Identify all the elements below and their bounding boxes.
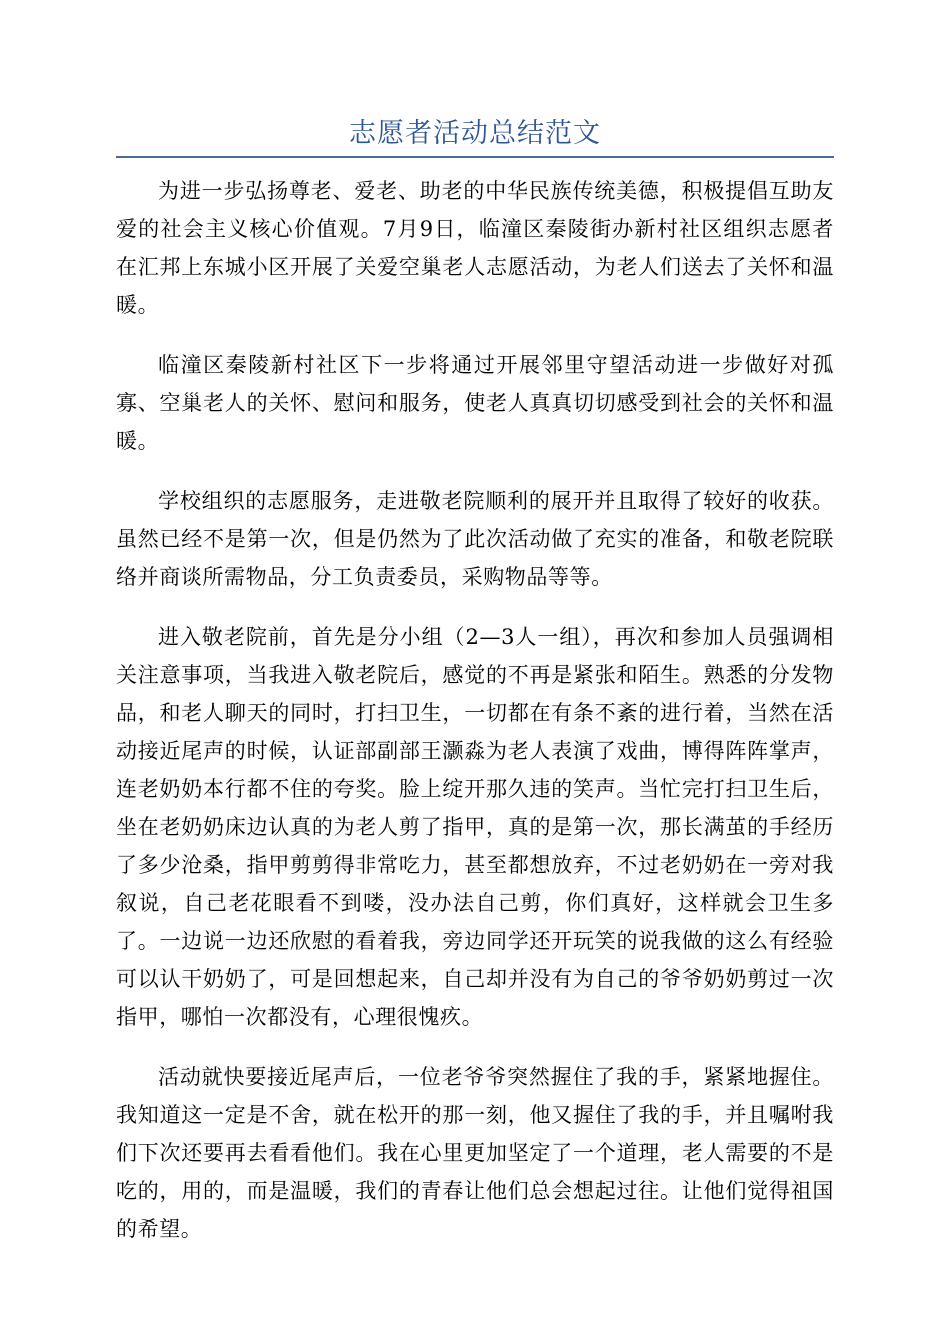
paragraph-2: 临潼区秦陵新村社区下一步将通过开展邻里守望活动进一步做好对孤寡、空巢老人的关怀、慰问和服务，使老人真真切切感受到社会的关怀和温暖。	[116, 353, 834, 453]
paragraph-5: 活动就快要接近尾声后，一位老爷爷突然握住了我的手，紧紧地握住。我知道这一定是不舍，就在松开的那一刻，他又握住了我的手，并且嘱咐我们下次还要再去看看他们。我在心里更加坚定了一个道理，老人需要的不是吃的，用的，而是温暖，我们的青春让他们总会想起过往。让他们觉得祖国的希望。	[116, 1065, 834, 1241]
document-body	[116, 172, 834, 1270]
paragraph-1: 为进一步弘扬尊老、爱老、助老的中华民族传统美德，积极提倡互助友爱的社会主义核心价值观。7月9日，临潼区秦陵街办新村社区组织志愿者在汇邦上东城小区开展了关爱空巢老人志愿活动，为老人们送去了关怀和温暖。	[116, 179, 834, 317]
paragraph-4: 进入敬老院前，首先是分小组（2—3人一组），再次和参加人员强调相关注意事项，当我进入敬老院后，感觉的不再是紧张和陌生。熟悉的分发物品，和老人聊天的同时，打扫卫生，一切都在有条不紊的进行着，当然在活动接近尾声的时候，认证部副部王灏淼为老人表演了戏曲，博得阵阵掌声，连老奶奶本行都不住的夸奖。脸上绽开那久违的笑声。当忙完打扫卫生后，坐在老奶奶床边认真的为老人剪了指甲，真的是第一次，那长满茧的手经历了多少沧桑，指甲剪剪得非常吃力，甚至都想放弃，不过老奶奶在一旁对我叙说，自己老花眼看不到喽，没办法自己剪，你们真好，这样就会卫生多了。一边说一边还欣慰的看着我，旁边同学还开玩笑的说我做的这么有经验可以认干奶奶了，可是回想起来，自己却并没有为自己的爷爷奶奶剪过一次指甲，哪怕一次都没有，心理很愧疚。	[116, 625, 834, 1029]
document-title: 志愿者活动总结范文	[349, 118, 601, 149]
title-section	[116, 112, 834, 158]
paragraph-3: 学校组织的志愿服务，走进敬老院顺利的展开并且取得了较好的收获。虽然已经不是第一次，但是仍然为了此次活动做了充实的准备，和敬老院联络并商谈所需物品，分工负责委员，采购物品等等。	[116, 489, 834, 589]
